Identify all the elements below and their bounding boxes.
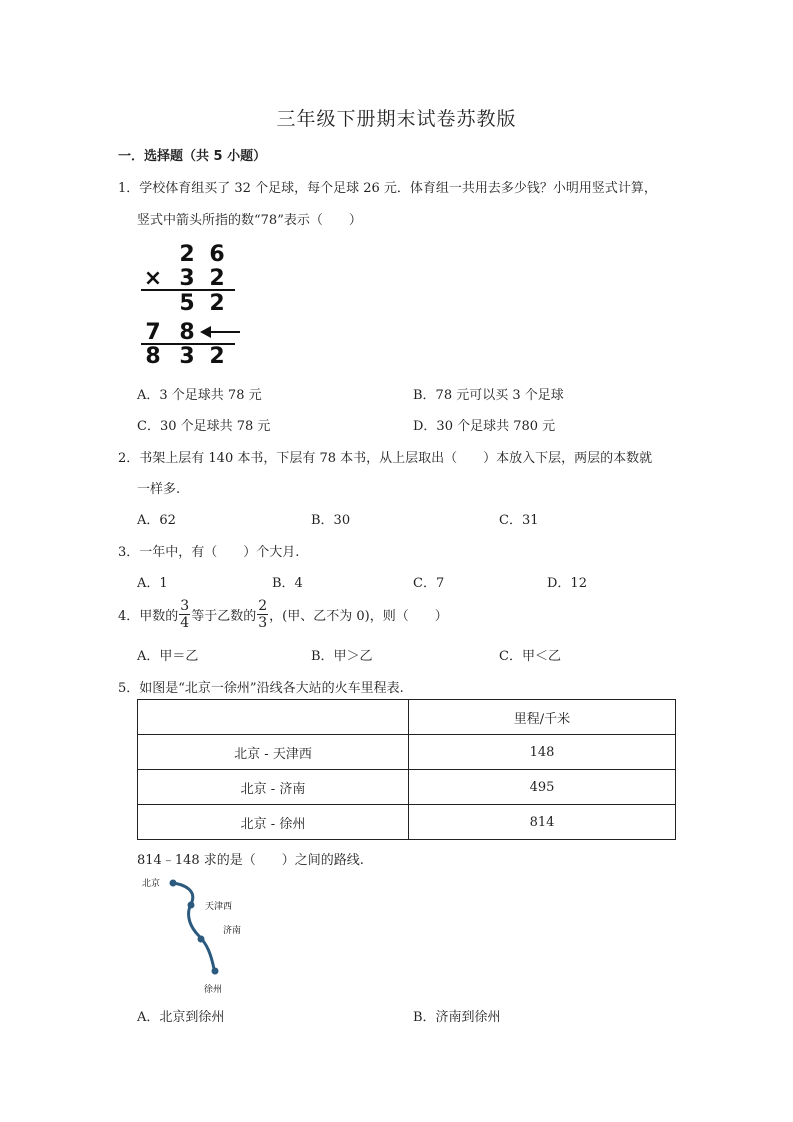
station-label-beijing: 北京 <box>142 879 161 889</box>
arrow-icon <box>200 326 240 338</box>
q1-text-line1: 1．学校体育组买了 32 个足球，每个足球 26 元．体育组一共用去多少钱？小明用竖式计算， <box>118 181 657 196</box>
q4-option-a: A．甲＝乙 <box>137 649 199 664</box>
q5-option-b: B．济南到徐州 <box>413 1010 501 1025</box>
q4-fraction-2 <box>257 598 268 631</box>
q3-option-c: C．7 <box>413 576 445 591</box>
station-label-xuzhou: 徐州 <box>204 985 223 995</box>
station-dot-beijing <box>170 880 177 887</box>
calc-partial2-tens: 8 <box>179 320 195 345</box>
station-label-jinan: 济南 <box>223 926 242 936</box>
distance-table <box>137 699 676 840</box>
table-header-row <box>138 700 676 735</box>
calc-partial2-hundreds: 7 <box>145 320 161 345</box>
q4-option-b: B．甲＞乙 <box>311 649 373 664</box>
q3-option-b: B．4 <box>272 576 303 591</box>
calc-result-hundreds: 8 <box>145 344 161 369</box>
q2-option-a: A．62 <box>137 513 176 528</box>
table-cell-route: 北京 - 天津西 <box>138 735 409 770</box>
table-row <box>138 770 676 805</box>
q4-text <box>118 596 448 632</box>
q4-frac2-denominator: 3 <box>258 614 268 631</box>
table-cell-distance: 148 <box>409 735 676 770</box>
q1-text-line2: 竖式中箭头所指的数“78”表示（ ） <box>137 213 362 228</box>
q3-text: 3．一年中，有（ ）个大月. <box>118 545 300 560</box>
calc-row2-tens: 3 <box>179 266 195 291</box>
q4-text-pre: 4．甲数的 <box>118 608 179 624</box>
table-header-cell: 里程/千米 <box>409 700 676 735</box>
q1-option-b: B．78 元可以买 3 个足球 <box>413 388 564 403</box>
q5-question: 814﹣148 求的是（ ）之间的路线. <box>137 853 364 868</box>
q4-text-post: ，(甲、乙不为 0)，则（ ） <box>269 608 448 624</box>
railway-route-map <box>135 872 265 997</box>
q5-option-a: A．北京到徐州 <box>137 1010 225 1025</box>
page-title: 三年级下册期末试卷苏教版 <box>276 108 517 130</box>
q2-text-line2: 一样多. <box>137 482 181 497</box>
q2-option-b: B．30 <box>311 513 351 528</box>
q1-option-d: D．30 个足球共 780 元 <box>413 419 556 434</box>
route-line <box>173 883 214 969</box>
q5-text: 5．如图是“北京一徐州”沿线各大站的火车里程表. <box>118 681 404 696</box>
table-cell-route: 北京 - 徐州 <box>138 805 409 840</box>
calc-row1-ones: 6 <box>209 242 225 267</box>
q4-frac1-numerator: 3 <box>180 597 190 614</box>
table-row <box>138 735 676 770</box>
station-label-tianjinxi: 天津西 <box>205 902 233 912</box>
calc-multiply-sign: × <box>143 266 163 291</box>
station-dot-xuzhou <box>212 968 219 975</box>
q4-text-mid: 等于乙数的 <box>191 608 257 624</box>
q4-frac2-numerator: 2 <box>258 597 268 614</box>
calc-result-tens: 3 <box>179 344 195 369</box>
calc-result-ones: 2 <box>209 344 225 369</box>
q4-option-c: C．甲＜乙 <box>499 649 561 664</box>
table-row <box>138 805 676 840</box>
table-cell-route: 北京 - 济南 <box>138 770 409 805</box>
table-cell-distance: 495 <box>409 770 676 805</box>
q4-fraction-1 <box>179 598 190 631</box>
table-header-cell <box>138 700 409 735</box>
calc-row2-ones: 2 <box>209 266 225 291</box>
q3-option-a: A．1 <box>137 576 168 591</box>
q3-option-d: D．12 <box>547 576 587 591</box>
station-dot-tianjinxi <box>188 902 195 909</box>
calc-partial1-tens: 5 <box>179 291 195 316</box>
calc-partial1-ones: 2 <box>209 291 225 316</box>
calc-row1-tens: 2 <box>179 242 195 267</box>
station-dot-jinan <box>198 936 205 943</box>
q2-text-line1: 2．书架上层有 140 本书，下层有 78 本书，从上层取出（ ）本放入下层，两层的本数就 <box>118 451 653 466</box>
q4-frac1-denominator: 4 <box>180 614 190 631</box>
q1-vertical-calculation <box>135 238 255 373</box>
section-heading: 一．选择题（共 5 小题） <box>118 149 267 164</box>
table-cell-distance: 814 <box>409 805 676 840</box>
q2-option-c: C．31 <box>499 513 539 528</box>
q1-option-c: C．30 个足球共 78 元 <box>137 419 271 434</box>
q1-option-a: A．3 个足球共 78 元 <box>137 388 262 403</box>
